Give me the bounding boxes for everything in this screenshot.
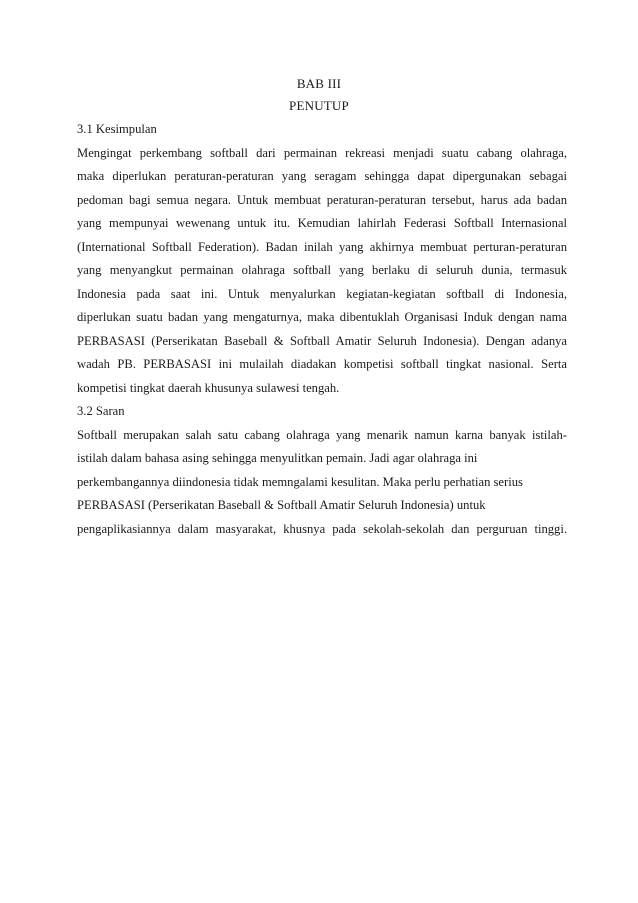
chapter-title: PENUTUP	[289, 98, 349, 113]
paragraph-line: PERBASASI (Perserikatan Baseball & Softball Amatir Seluruh Indonesia) untuk	[77, 498, 486, 512]
paragraph-line: pedoman bagi semua negara. Untuk membuat peraturan-peraturan tersebut, harus ada badan	[77, 192, 567, 207]
paragraph-line: kompetisi tingkat daerah khusunya sulawesi tengah.	[77, 380, 340, 395]
paragraph-line: Indonesia pada saat ini. Untuk menyalurkan kegiatan-kegiatan softball di Indonesia,	[77, 286, 567, 301]
paragraph-line: maka diperlukan peraturan-peraturan yang seragam sehingga dapat dipergunakan sebagai	[77, 169, 567, 183]
chapter-label: BAB III	[296, 76, 342, 91]
paragraph-line: PERBASASI (Perserikatan Baseball & Softball Amatir Seluruh Indonesia). Dengan adanya	[77, 333, 567, 348]
paragraph-line: (International Softball Federation). Badan inilah yang akhirnya membuat perturan-peraturan	[77, 239, 567, 254]
paragraph-line: yang mempunyai wewenang untuk itu. Kemudian lahirlah Federasi Softball Internasional	[77, 216, 567, 230]
section-kesimpulan	[77, 118, 567, 541]
paragraph-line: istilah dalam bahasa asing sehingga menyulitkan pemain. Jadi agar olahraga ini	[77, 451, 478, 465]
section-heading: 3.1 Kesimpulan	[77, 122, 157, 136]
paragraph-line: pengaplikasiannya dalam masyarakat, khusnya pada sekolah-sekolah dan perguruan tinggi.	[77, 521, 567, 536]
paragraph-line: perkembangannya diindonesia tidak memngalami kesulitan. Maka perlu perhatian serius	[77, 474, 523, 489]
paragraph-line: wadah PB. PERBASASI ini mulailah diadakan kompetisi softball tingkat nasional. Serta	[77, 357, 567, 371]
paragraph-line: diperlukan suatu badan yang mengaturnya, maka dibentuklah Organisasi Induk dengan nama	[77, 310, 567, 324]
paragraph-line: Mengingat perkembang softball dari permainan rekreasi menjadi suatu cabang olahraga,	[77, 145, 567, 160]
paragraph-line: yang menyangkut permainan olahraga softball yang berlaku di seluruh dunia, termasuk	[77, 263, 567, 277]
paragraph-line: Softball merupakan salah satu cabang olahraga yang menarik namun karna banyak istilah-	[77, 427, 567, 442]
section-heading: 3.2 Saran	[77, 404, 125, 418]
